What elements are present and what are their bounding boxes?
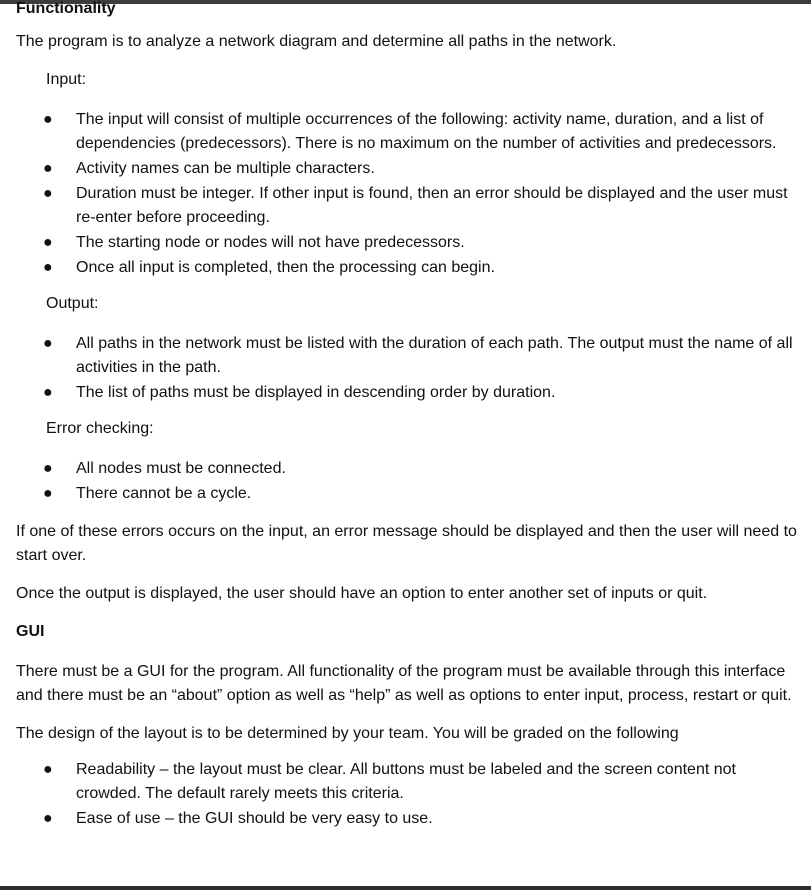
- list-item: ● There cannot be a cycle.: [16, 482, 801, 506]
- output-list: [16, 332, 801, 405]
- bullet-icon: ●: [43, 335, 53, 352]
- intro-paragraph: The program is to analyze a network diagram and determine all paths in the network.: [16, 33, 617, 50]
- bullet-icon: ●: [43, 810, 53, 827]
- output-paragraph: Once the output is displayed, the user should have an option to enter another set of inputs or quit.: [16, 585, 708, 602]
- section-heading-gui: GUI: [16, 623, 45, 640]
- list-item: ● Once all input is completed, then the processing can begin.: [16, 256, 801, 280]
- bullet-icon: ●: [43, 234, 53, 251]
- list-item: ● Ease of use – the GUI should be very easy to use.: [16, 807, 801, 831]
- list-item: ● Activity names can be multiple characters.: [16, 157, 801, 181]
- section-heading-functionality: Functionality: [16, 0, 116, 17]
- gui-paragraph: There must be a GUI for the program. All functionality of the program must be available through this interface and there must be an “about” option as well as “help” as well as options to enter input, process, restart or quit.: [16, 663, 792, 704]
- error-checking-list: [16, 457, 801, 506]
- design-paragraph: The design of the layout is to be determined by your team. You will be graded on the following: [16, 725, 679, 742]
- list-item: ● The input will consist of multiple occurrences of the following: activity name, duration, and a list of dependencies (predecessors). There is no maximum on the number of activities and predecessors.: [16, 108, 801, 156]
- bullet-icon: ●: [43, 160, 53, 177]
- list-item: ● The list of paths must be displayed in descending order by duration.: [16, 381, 801, 405]
- error-checking-label: Error checking:: [46, 420, 154, 437]
- list-item: ● The starting node or nodes will not have predecessors.: [16, 231, 801, 255]
- bullet-icon: ●: [43, 185, 53, 202]
- input-list: [16, 108, 801, 280]
- bullet-icon: ●: [43, 384, 53, 401]
- bullet-icon: ●: [43, 259, 53, 276]
- bullet-icon: ●: [43, 485, 53, 502]
- output-label: Output:: [46, 295, 99, 312]
- bullet-icon: ●: [43, 111, 53, 128]
- grading-list: [16, 758, 801, 831]
- document-body: [16, 2, 801, 845]
- bottom-border: [0, 886, 811, 890]
- list-item: ● All paths in the network must be listed with the duration of each path. The output must the name of all activities in the path.: [16, 332, 801, 380]
- input-label: Input:: [46, 71, 87, 88]
- bullet-icon: ●: [43, 761, 53, 778]
- error-paragraph: If one of these errors occurs on the input, an error message should be displayed and then the user will need to start over.: [16, 523, 797, 564]
- list-item: ● Duration must be integer. If other input is found, then an error should be displayed and the user must re-enter before proceeding.: [16, 182, 801, 230]
- list-item: ● Readability – the layout must be clear. All buttons must be labeled and the screen content not crowded. The default rarely meets this criteria.: [16, 758, 801, 806]
- list-item: ● All nodes must be connected.: [16, 457, 801, 481]
- bullet-icon: ●: [43, 460, 53, 477]
